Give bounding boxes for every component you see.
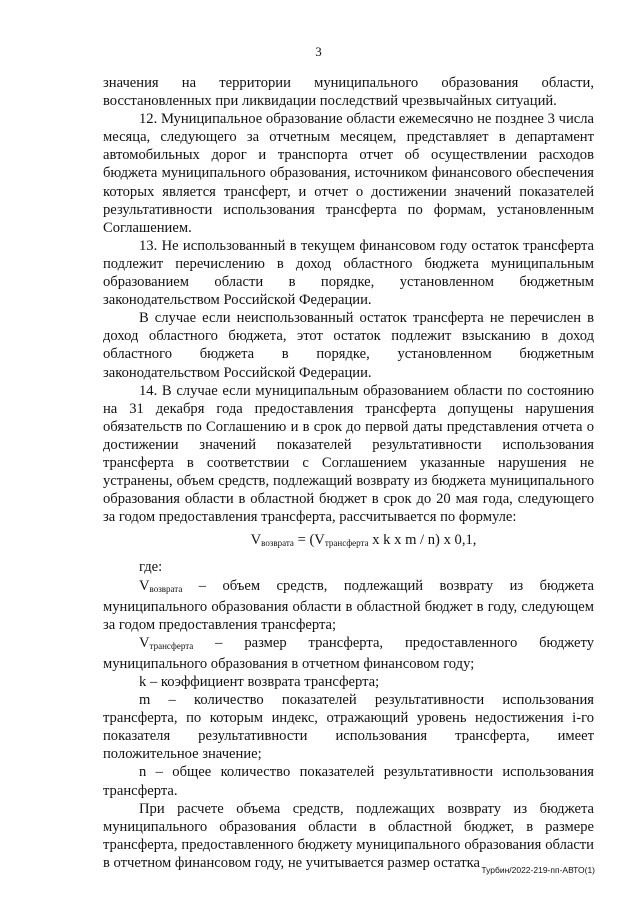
- document-body: [103, 74, 594, 872]
- def-v-text: – объем средств, подлежащий возврату из бюджета муниципального образования области в областной бюджет в году, следующем за годом предоставления трансферта;: [103, 577, 594, 633]
- paragraph-13: 13. Не использованный в текущем финансовом году остаток трансферта подлежит перечислению в доход областного бюджета муниципальным образованием области в порядке, установленном бюджетным законодательством Российской Федерации.: [103, 237, 594, 309]
- definition-v-transfer: [103, 634, 594, 673]
- paragraph-13-unused-remainder: В случае если неиспользованный остаток трансферта не перечислен в доход областного бюджета, этот остаток подлежит взысканию в доход областного бюджета в порядке, установленном бюджетным законодательством Российской Федерации.: [103, 310, 594, 381]
- paragraph-14: 14. В случае если муниципальным образованием области по состоянию на 31 декабря года предоставления трансферта допущены нарушения обязательств по Соглашению и в срок до первой даты представления отчета о достижении значений показателей результативности использования трансферта в соответствии с Соглашением указанные нарушения не устранены, объем средств, подлежащий возврату из бюджета муниципального образования области в областной бюджет в срок до 20 мая года, следующего за годом предоставления трансферта, рассчитывается по формуле:: [103, 382, 594, 526]
- formula-sub-transfer: трансферта: [324, 538, 369, 549]
- paragraph-12: 12. Муниципальное образование области ежемесячно не позднее 3 числа месяца, следующего за отчетным месяцем, представляет в департамент автомобильных дорог и транспорта отчет об осуществлении расходов бюджета муниципального образования, источником финансового обеспечения которых является трансферт, и отчет о достижении значений показателей результативности использования трансферта по формам, установленным Соглашением.: [103, 111, 594, 236]
- where-label: где:: [139, 559, 163, 576]
- definition-n: n – общее количество показателей результативности использования трансферта.: [103, 764, 594, 799]
- formula-v: V: [250, 532, 262, 549]
- def-v-symbol: V: [139, 577, 150, 594]
- def-v-sub: возврата: [149, 583, 183, 594]
- paragraph-calculation: При расчете объема средств, подлежащих возврату из бюджета муниципального образования области в областной бюджет, в размере трансферта, предоставленного бюджету муниципального образования области в отчетном финансовом году, не учитывается размер остатка: [103, 800, 594, 871]
- def-vt-text: – размер трансферта, предоставленного бюджету муниципального образования в отчетном финансовом году;: [103, 634, 594, 672]
- return-formula: [103, 531, 594, 552]
- def-vt-sub: трансферта: [149, 640, 194, 651]
- paragraph-continuation: значения на территории муниципального образования области, восстановленных при ликвидации последствий чрезвычайных ситуаций.: [103, 75, 594, 110]
- formula-rest: x k x m / n) x 0,1,: [368, 532, 477, 549]
- definition-v-return: [103, 577, 594, 634]
- formula-eq: = (V: [293, 532, 325, 549]
- definition-k: k – коэффициент возврата трансферта;: [139, 674, 380, 690]
- definition-m: m – количество показателей результативности использования трансферта, по которым индекс, отражающий уровень недостижения i-го показателя результативности использования трансферта, имеет положительное значение;: [103, 692, 594, 763]
- def-vt-symbol: V: [139, 634, 150, 651]
- formula-sub-return: возврата: [261, 538, 294, 549]
- page-number: 3: [315, 44, 322, 59]
- document-code: Турбин/2022-219-пп-АВТО(1): [481, 865, 595, 875]
